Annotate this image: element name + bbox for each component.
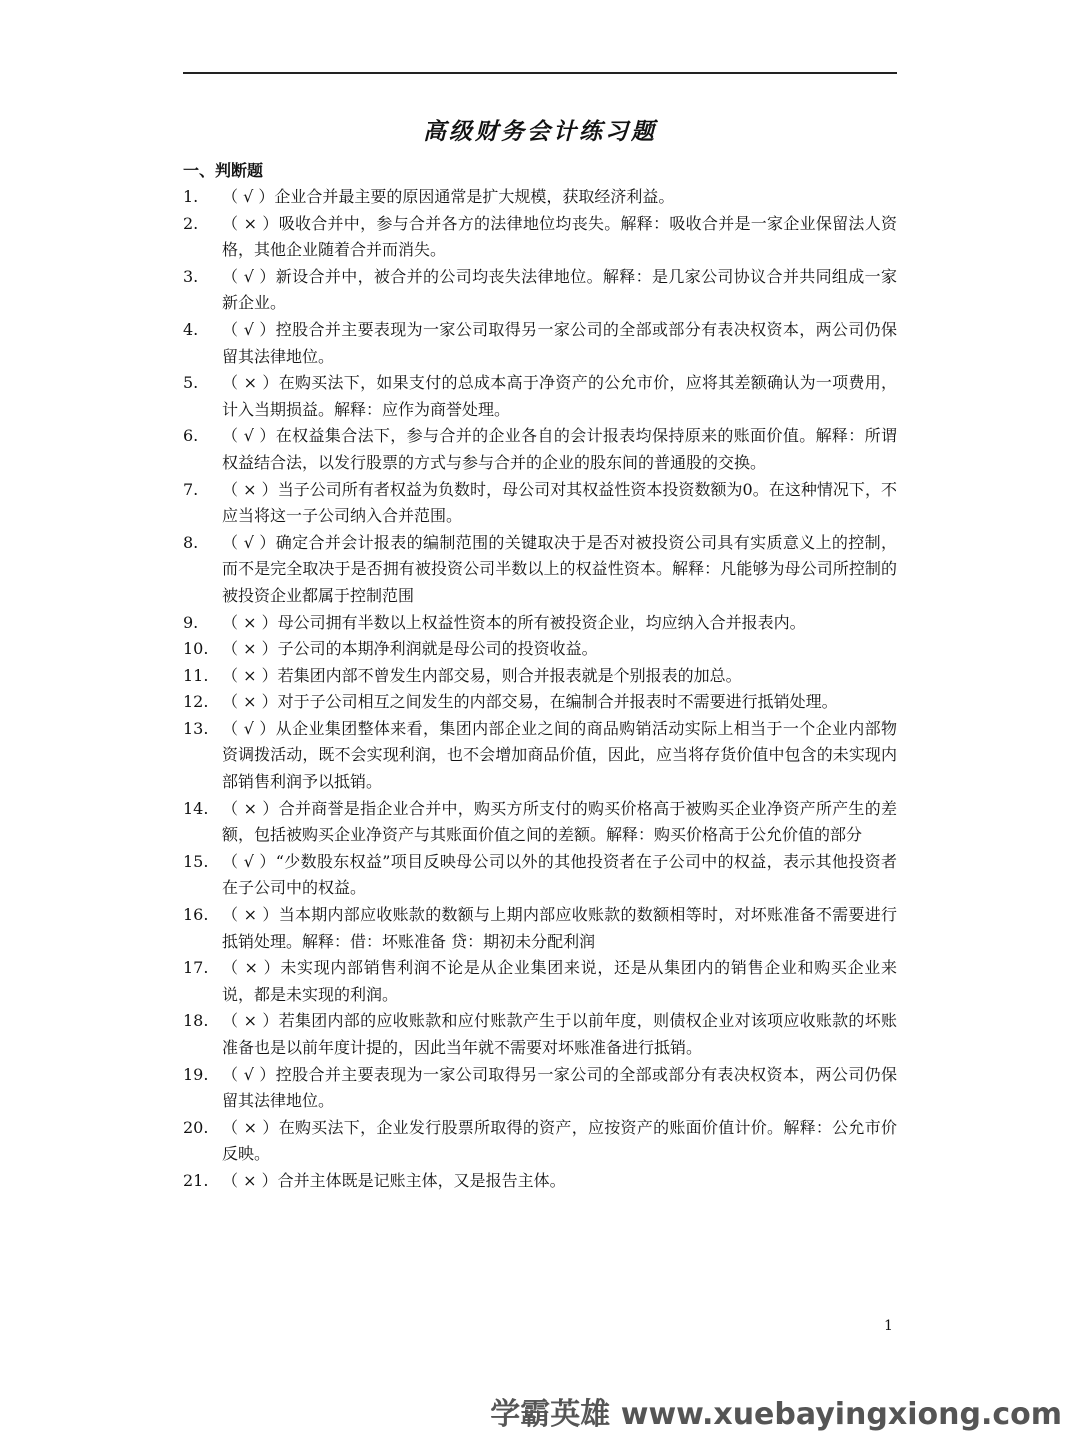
question-number: 20.: [183, 1117, 209, 1137]
question-number: 15.: [183, 851, 209, 871]
question-text: （ × ）未实现内部销售利润不论是从企业集团来说，还是从集团内的销售企业和购买企业来说，都是未实现的利润。: [222, 958, 897, 1004]
question-text: （ × ）合并商誉是指企业合并中，购买方所支付的购买价格高于被购买企业净资产所产生的差额，包括被购买企业净资产与其账面价值之间的差额。解释：购买价格高于公允价值的部分: [222, 798, 897, 845]
question-item: [183, 211, 897, 264]
question-item: [183, 716, 897, 796]
question-list: [183, 184, 897, 1195]
question-item: [183, 1062, 897, 1115]
question-number: 6.: [183, 426, 199, 446]
question-item: [183, 610, 897, 637]
question-number: 4.: [183, 319, 199, 339]
question-text: （ × ）母公司拥有半数以上权益性资本的所有被投资企业，均应纳入合并报表内。: [222, 612, 806, 632]
question-text: （ × ）当子公司所有者权益为负数时，母公司对其权益性资本投资数额为0。在这种情况下，不应当将这一子公司纳入合并范围。: [222, 479, 897, 526]
question-text: （ √ ）从企业集团整体来看，集团内部企业之间的商品购销活动实际上相当于一个企业内部物资调拨活动，既不会实现利润，也不会增加商品价值，因此，应当将存货价值中包含的未实现内部销售利润予以抵销。: [222, 718, 897, 792]
question-text: （ × ）在购买法下，如果支付的总成本高于净资产的公允市价，应将其差额确认为一项费用，计入当期损益。解释：应作为商誉处理。: [222, 373, 897, 419]
question-item: [183, 1168, 897, 1195]
question-text: （ × ）当本期内部应收账款的数额与上期内部应收账款的数额相等时，对坏账准备不需要进行抵销处理。解释：借：坏账准备 贷：期初未分配利润: [222, 905, 897, 951]
question-item: [183, 689, 897, 716]
question-item: [183, 636, 897, 663]
document-title: 高级财务会计练习题: [423, 118, 657, 145]
question-item: [183, 796, 897, 849]
question-item: [183, 264, 897, 317]
question-item: [183, 477, 897, 530]
question-item: [183, 1115, 897, 1168]
question-number: 10.: [183, 639, 209, 659]
question-text: （ × ）若集团内部的应收账款和应付账款产生于以前年度，则债权企业对该项应收账款的坏账准备也是以前年度计提的，因此当年就不需要对坏账准备进行抵销。: [222, 1011, 897, 1057]
question-text: （ √ ）确定合并会计报表的编制范围的关键取决于是否对被投资公司具有实质意义上的控制，而不是完全取决于是否拥有被投资公司半数以上的权益性资本。解释：凡能够为母公司所控制的被投资企业都属于控制范围: [222, 532, 897, 605]
question-text: （ √ ）新设合并中，被合并的公司均丧失法律地位。解释：是几家公司协议合并共同组成一家新企业。: [222, 266, 897, 313]
question-item: [183, 1008, 897, 1061]
section-heading: 一、判断题: [183, 161, 264, 180]
question-item: [183, 902, 897, 955]
question-number: 11.: [183, 665, 209, 685]
question-number: 17.: [183, 958, 209, 978]
question-number: 16.: [183, 905, 209, 925]
question-number: 3.: [183, 266, 199, 286]
question-item: [183, 849, 897, 902]
question-text: （ × ）子公司的本期净利润就是母公司的投资收益。: [222, 639, 598, 659]
watermark: 学霸英雄 www.xuebayingxiong.com: [490, 1397, 1062, 1432]
question-number: 1.: [183, 187, 199, 206]
question-number: 2.: [183, 213, 199, 233]
question-number: 13.: [183, 718, 209, 738]
question-item: [183, 423, 897, 476]
question-text: （ × ）吸收合并中，参与合并各方的法律地位均丧失。解释：吸收合并是一家企业保留法人资格，其他企业随着合并而消失。: [222, 213, 897, 260]
question-item: [183, 955, 897, 1008]
question-number: 8.: [183, 532, 199, 552]
question-text: （ × ）对于子公司相互之间发生的内部交易，在编制合并报表时不需要进行抵销处理。: [222, 692, 838, 712]
question-text: （ √ ）在权益集合法下，参与合并的企业各自的会计报表均保持原来的账面价值。解释：所谓权益结合法，以发行股票的方式与参与合并的企业的股东间的普通股的交换。: [222, 426, 897, 472]
question-item: [183, 184, 897, 211]
question-text: （ × ）合并主体既是记账主体，又是报告主体。: [222, 1170, 566, 1190]
question-text: （ × ）在购买法下，企业发行股票所取得的资产，应按资产的账面价值计价。解释：公允市价反映。: [222, 1117, 897, 1164]
question-number: 12.: [183, 692, 209, 712]
page-number: 1: [884, 1318, 893, 1334]
header-rule: [183, 72, 897, 74]
question-item: [183, 663, 897, 690]
question-item: [183, 317, 897, 370]
question-text: （ √ ）“少数股东权益”项目反映母公司以外的其他投资者在子公司中的权益，表示其他投资者在子公司中的权益。: [222, 851, 897, 898]
question-number: 14.: [183, 798, 209, 818]
question-text: （ √ ）控股合并主要表现为一家公司取得另一家公司的全部或部分有表决权资本，两公司仍保留其法律地位。: [222, 1064, 897, 1111]
question-text: （ √ ）企业合并最主要的原因通常是扩大规模，获取经济利益。: [222, 187, 675, 206]
question-number: 19.: [183, 1064, 209, 1084]
question-number: 18.: [183, 1011, 209, 1031]
question-number: 7.: [183, 479, 199, 499]
question-number: 5.: [183, 373, 199, 393]
question-number: 9.: [183, 612, 199, 632]
question-item: [183, 370, 897, 423]
question-text: （ √ ）控股合并主要表现为一家公司取得另一家公司的全部或部分有表决权资本，两公司仍保留其法律地位。: [222, 319, 897, 366]
question-item: [183, 530, 897, 610]
question-number: 21.: [183, 1170, 209, 1190]
question-text: （ × ）若集团内部不曾发生内部交易，则合并报表就是个别报表的加总。: [222, 665, 742, 685]
